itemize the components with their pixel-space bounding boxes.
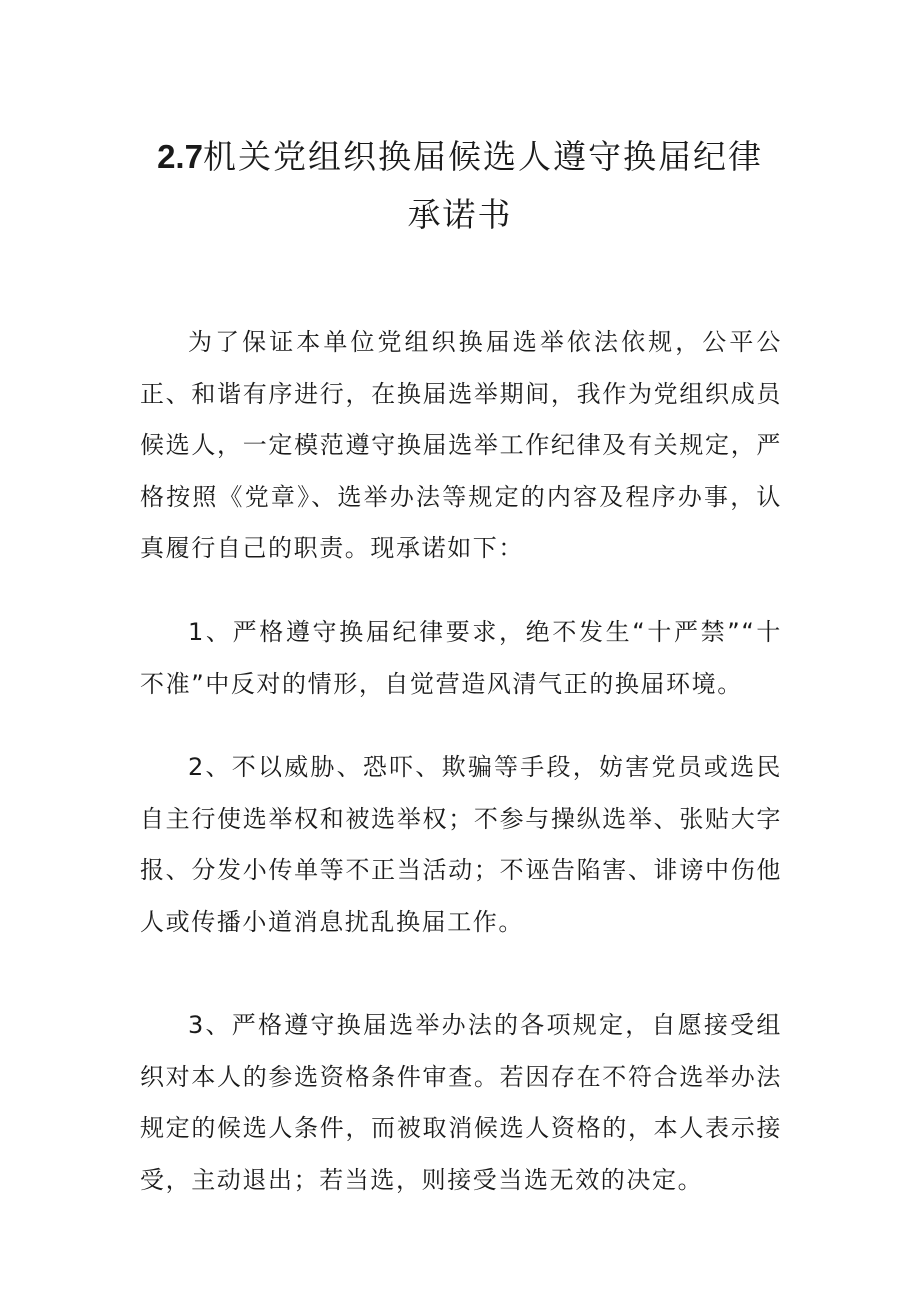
title-text: 机关党组织换届候选人遵守换届纪律承诺书 <box>202 137 763 234</box>
intro-paragraph: 为了保证本单位党组织换届选举依法依规，公平公正、和谐有序进行，在换届选举期间，我作为党组织成员候选人，一定模范遵守换届选举工作纪律及有关规定，严格按照《党章》、选举办法等规定的内容及程序办事，认真履行自己的职责。现承诺如下： <box>140 328 782 562</box>
title-number: 2.7 <box>157 138 203 175</box>
pledge-item-3: 3、严格遵守换届选举办法的各项规定，自愿接受组织对本人的参选资格条件审查。若因存在不符合选举办法规定的候选人条件，而被取消候选人资格的，本人表示接受，主动退出；若当选，则接受当选无效的决定。 <box>140 1011 782 1194</box>
document-title <box>140 128 780 244</box>
pledge-item-2: 2、不以威胁、恐吓、欺骗等手段，妨害党员或选民自主行使选举权和被选举权；不参与操纵选举、张贴大字报、分发小传单等不正当活动；不诬告陷害、诽谤中伤他人或传播小道消息扰乱换届工作。 <box>140 753 782 936</box>
pledge-item-1: 1、严格遵守换届纪律要求，绝不发生“十严禁”“十不准”中反对的情形，自觉营造风清气正的换届环境。 <box>140 618 782 698</box>
